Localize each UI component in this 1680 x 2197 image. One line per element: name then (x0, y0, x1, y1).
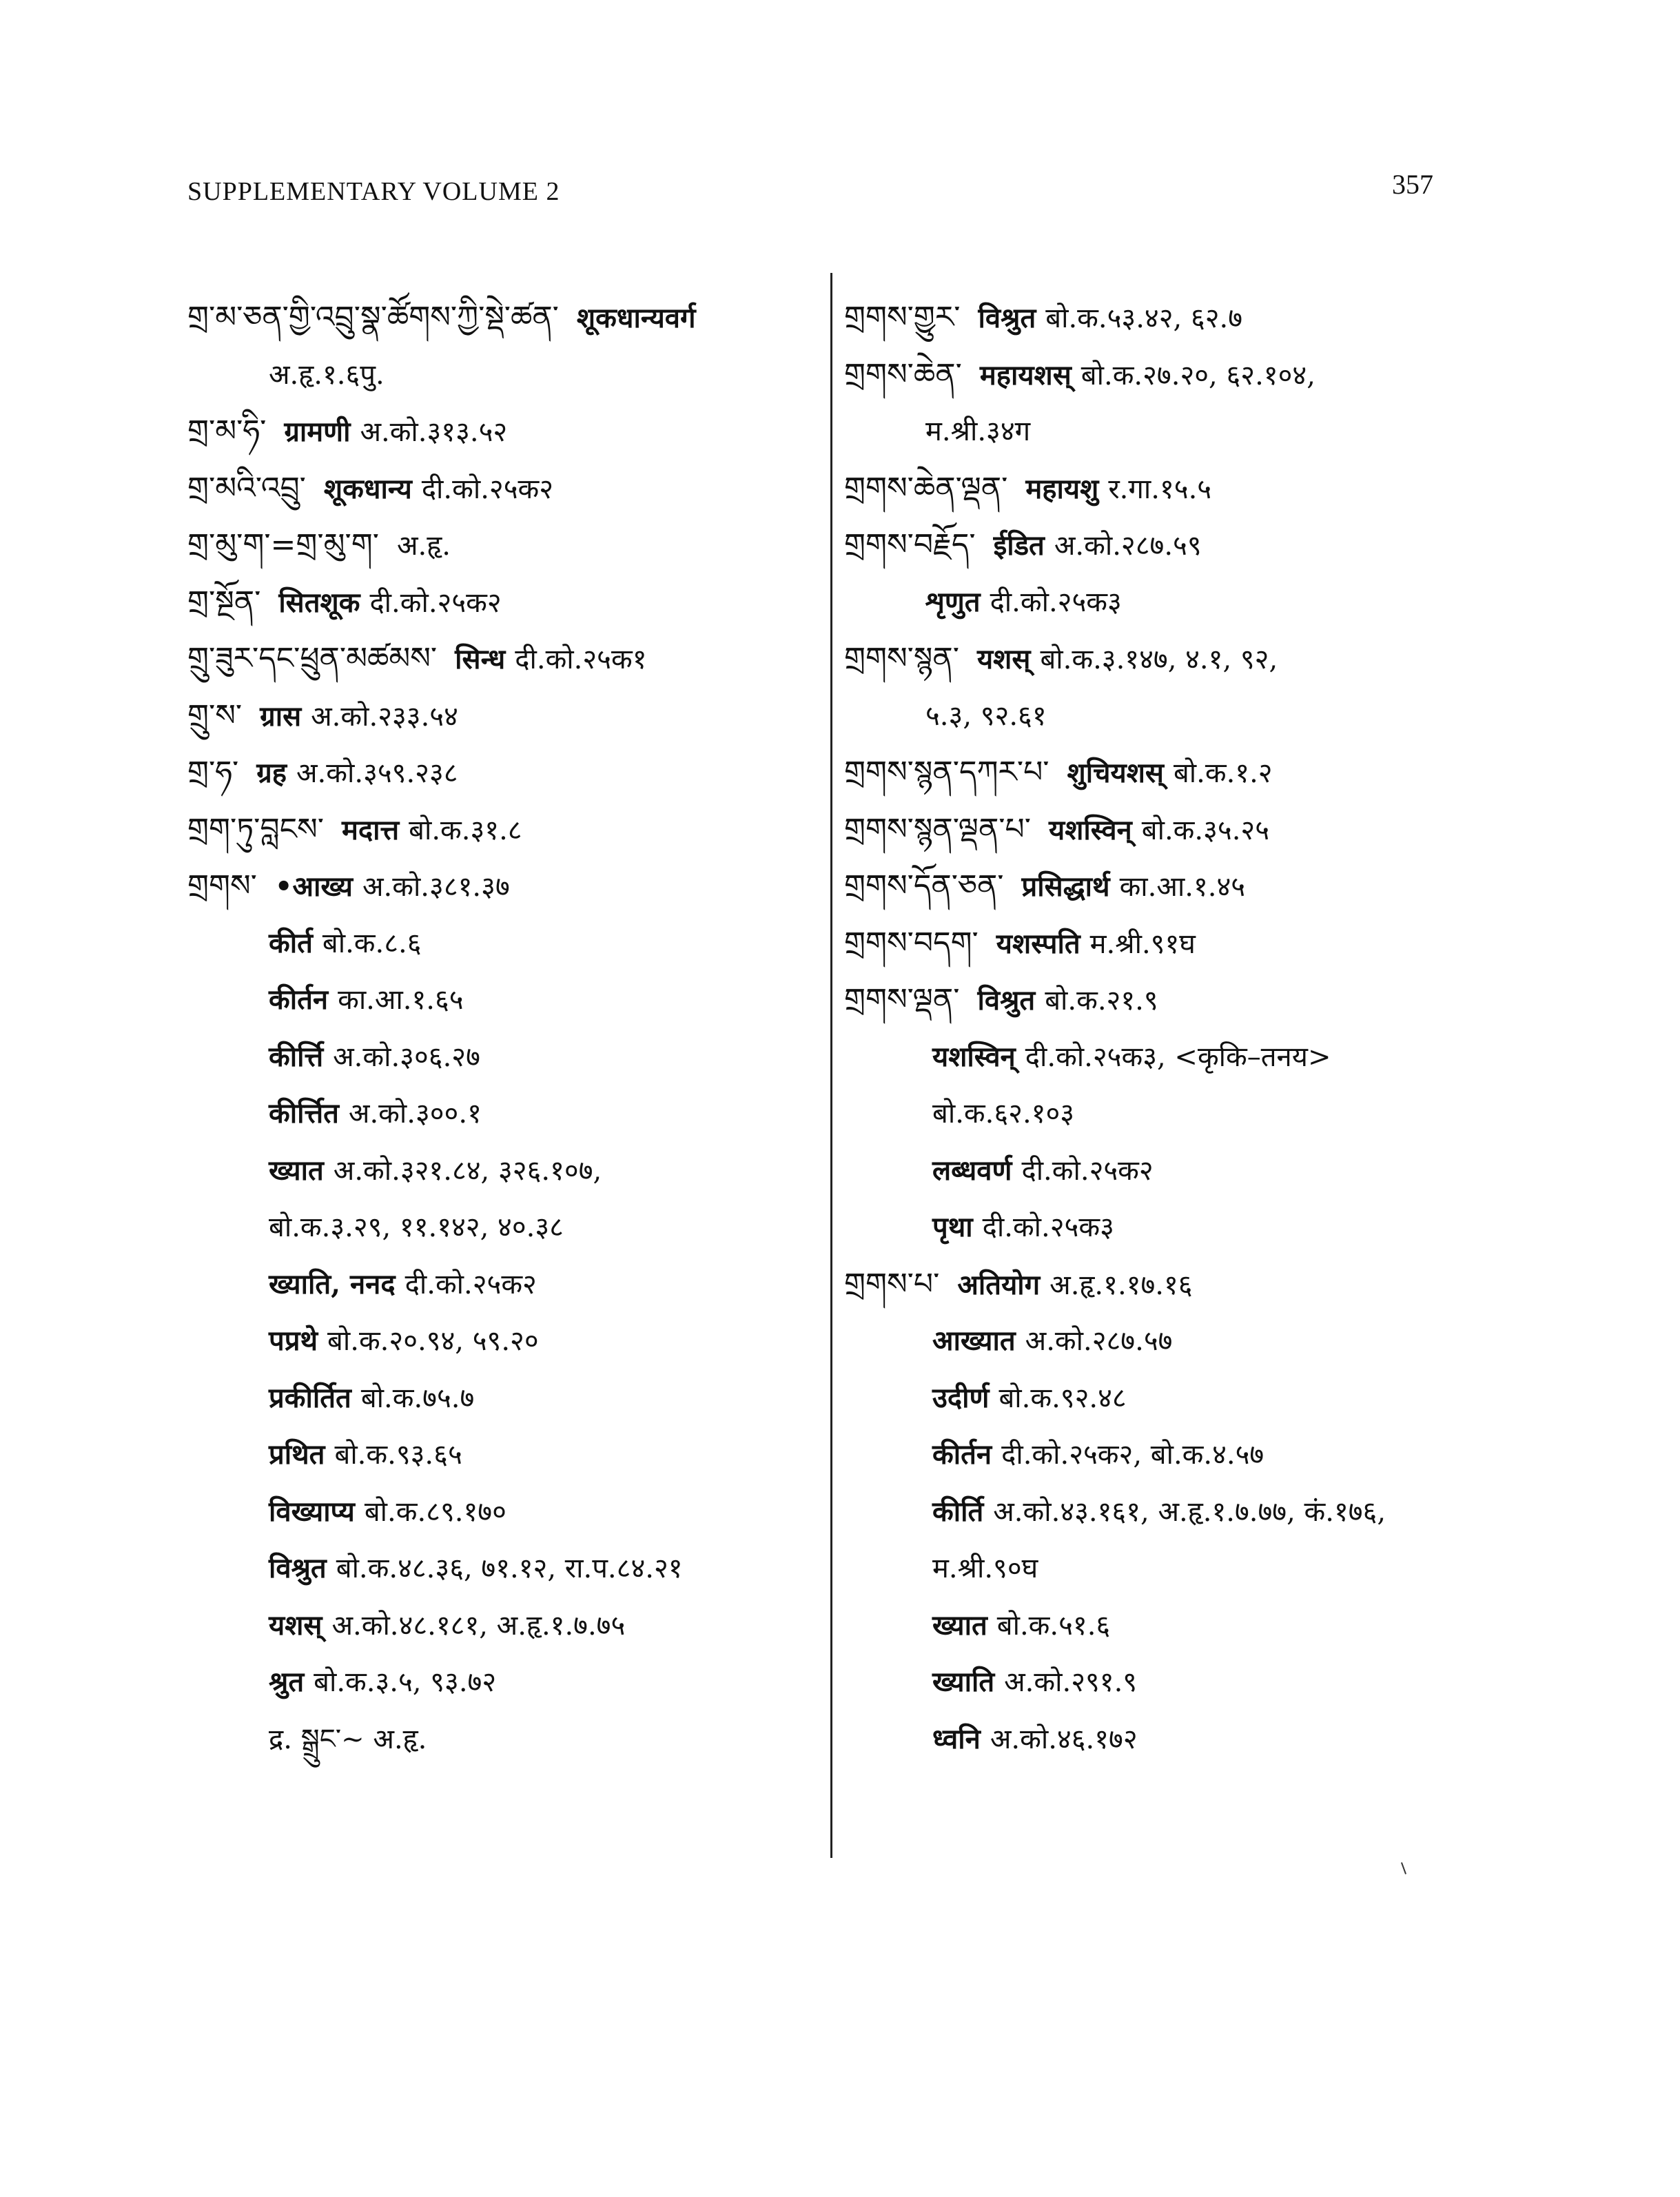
sanskrit-equivalent: महायशस् (979, 358, 1072, 391)
tibetan-headword: གྲག་ཏུ་བླངས་ (187, 811, 324, 847)
sanskrit-equivalent: यशस्विन् (1049, 813, 1132, 846)
dictionary-entry-line (187, 289, 808, 347)
sanskrit-equivalent: कीर्त्ति (269, 1040, 324, 1073)
dictionary-entry-line (187, 1711, 808, 1768)
source-reference: बो.क.३.५, ९३.७२ (314, 1666, 497, 1698)
dictionary-entry-line (844, 744, 1478, 801)
dictionary-entry-line (844, 1029, 1478, 1086)
sanskrit-equivalent: यशस्पति (996, 927, 1080, 960)
dictionary-entry-line (844, 1654, 1478, 1711)
dictionary-entry-line (187, 1370, 808, 1427)
source-reference: दी.को.२५क२ (421, 473, 554, 505)
source-reference: अ.को.४६.१७२ (990, 1723, 1138, 1755)
sanskrit-equivalent: महायशु (1025, 472, 1099, 505)
source-reference: बो.क.१.२ (1173, 757, 1273, 789)
dictionary-entry-line (187, 347, 808, 404)
sanskrit-equivalent: विख्याप्य (269, 1495, 355, 1528)
dictionary-entry-line (187, 517, 808, 574)
sanskrit-equivalent: शूकधान्यवर्ग (576, 302, 696, 334)
sanskrit-equivalent: शुचियशस् (1067, 757, 1164, 789)
source-reference: अ.को.२८७.५९ (1054, 530, 1202, 562)
sanskrit-equivalent: अतियोग (957, 1268, 1041, 1301)
sanskrit-equivalent: विश्रुत (269, 1552, 327, 1584)
sanskrit-equivalent: सितशूक (278, 586, 360, 619)
dictionary-entry-line (844, 1540, 1478, 1597)
sanskrit-equivalent: विश्रुत (978, 302, 1036, 334)
sanskrit-equivalent: ख्याति, ननद (269, 1267, 396, 1300)
source-reference: बो.क.५३.४२, ६२.७ (1045, 303, 1243, 334)
dictionary-entry-line (844, 1143, 1478, 1200)
source-reference: का.आ.१.४५ (1119, 871, 1246, 903)
tibetan-headword: གྲགས་ཆེན་ (844, 356, 962, 392)
sanskrit-equivalent: •आख्य (274, 870, 353, 903)
dictionary-entry-line (187, 1654, 808, 1711)
tibetan-headword: གྲགས་བདག་ (844, 925, 979, 961)
source-reference: म.श्री.९१घ (1089, 928, 1196, 960)
sanskrit-equivalent: प्रकीर्तित (269, 1381, 351, 1414)
dictionary-entry-line (187, 403, 808, 460)
sanskrit-equivalent: शूकधान्य (323, 472, 412, 505)
dictionary-entry-line (187, 1029, 808, 1086)
dictionary-entry-line (844, 1313, 1478, 1370)
dictionary-entry-line (844, 574, 1478, 631)
source-reference: का.आ.१.६५ (338, 984, 464, 1016)
dictionary-entry-line (187, 744, 808, 801)
source-reference: म.श्री.९०घ (932, 1553, 1038, 1584)
sanskrit-equivalent: यशस् (269, 1608, 322, 1642)
page-number: 357 (1392, 169, 1433, 200)
dictionary-entry-line (844, 915, 1478, 972)
sanskrit-equivalent: ख्यात (269, 1154, 324, 1187)
source-reference: बो.क.२७.२०, ६२.१०४, (1080, 359, 1315, 391)
sanskrit-equivalent: ग्रह (256, 757, 287, 789)
source-reference: दी.को.२५क२ (1021, 1154, 1154, 1187)
dictionary-entry-line (844, 1085, 1478, 1143)
dictionary-entry-line (187, 460, 808, 518)
tibetan-headword: གྲགས་ལྡན་ (844, 982, 960, 1017)
sanskrit-equivalent: सिन्ध (455, 643, 506, 675)
source-reference: बो.क.५१.६ (996, 1609, 1111, 1642)
source-reference: दी.को.२५क२ (369, 586, 502, 619)
dictionary-entry-line (187, 574, 808, 631)
dictionary-entry-line (844, 1597, 1478, 1655)
sanskrit-equivalent: कीर्त्तित (269, 1097, 339, 1130)
left-column (187, 289, 808, 1768)
dictionary-entry-line (187, 858, 808, 915)
dictionary-entry-line (187, 1484, 808, 1541)
source-reference: बो.क.३५.२५ (1141, 814, 1270, 846)
source-reference: अ.को.४३.१६१, अ.हृ.१.७.७७, कं.१७६, (993, 1495, 1386, 1528)
sanskrit-equivalent: आख्यात (932, 1325, 1016, 1357)
sanskrit-equivalent: पप्रथे (269, 1325, 318, 1357)
sanskrit-equivalent: प्रसिद्धार्थ (1021, 870, 1110, 903)
tibetan-headword: གྲགས་སྙན་ལྡན་པ་ (844, 811, 1031, 847)
sanskrit-equivalent: ईडित (993, 529, 1045, 562)
dictionary-entry-line (844, 347, 1478, 404)
source-reference: द्र. སྒྲུང་~ अ.हृ. (269, 1723, 427, 1755)
dictionary-entry-line (187, 1085, 808, 1143)
dictionary-entry-line (187, 688, 808, 745)
tibetan-headword: གྲུ་ཟུར་དང་ཕྲུན་མཚམས་ (187, 641, 438, 676)
dictionary-entry-line (844, 1711, 1478, 1768)
source-reference: बो.क.२०.९४, ५९.२० (327, 1325, 539, 1357)
sanskrit-equivalent: मदात्त (341, 813, 400, 846)
source-reference: अ.को.३५९.२३८ (296, 757, 458, 789)
running-title: SUPPLEMENTARY VOLUME 2 (187, 177, 560, 206)
dictionary-entry-line (187, 1199, 808, 1256)
dictionary-entry-line (844, 688, 1478, 745)
sanskrit-equivalent: कीर्तन (269, 983, 329, 1016)
source-reference: अ.को.३२१.८४, ३२६.१०७, (333, 1154, 602, 1187)
dictionary-entry-line (844, 289, 1478, 347)
tibetan-headword: གྲགས་བརྗོད་ (844, 527, 976, 562)
tibetan-headword: གྲགས་སྙན་ (844, 641, 959, 676)
sanskrit-equivalent: उदीर्ण (932, 1381, 990, 1414)
source-reference: अ.को.३००.१ (348, 1098, 482, 1130)
source-reference: बो.क.८.६ (322, 927, 422, 959)
source-reference: अ.हृ.१.१७.१६ (1049, 1269, 1193, 1301)
sanskrit-equivalent: श्रुत (269, 1666, 305, 1698)
tibetan-headword: གྲ་ཧ་ (187, 755, 239, 790)
sanskrit-equivalent: कीर्त (269, 926, 313, 959)
dictionary-entry-line (187, 1256, 808, 1314)
source-reference: अ.को.३१३.५२ (360, 416, 508, 448)
dictionary-entry-line (187, 1540, 808, 1597)
sanskrit-equivalent: यशस्विन् (932, 1040, 1016, 1073)
dictionary-entry-line (844, 972, 1478, 1029)
tibetan-headword: གྲ་མའི་འབྲུ་ (187, 470, 306, 506)
dictionary-entry-line (844, 460, 1478, 518)
source-reference: दी.को.२५क२ (404, 1268, 537, 1300)
sanskrit-equivalent: ग्रास (260, 699, 302, 733)
tibetan-headword: གྲ་མ་ཅན་གྱི་འབྲུ་སྣ་ཚོགས་ཀྱི་སྡེ་ཚན་ (187, 300, 559, 335)
dictionary-entry-line (187, 1143, 808, 1200)
source-reference: अ.हृ. (397, 530, 451, 562)
source-reference: बो.क.९२.४८ (998, 1382, 1127, 1414)
dictionary-entry-line (187, 1597, 808, 1655)
tibetan-headword: གྲ་སྔོན་ (187, 584, 261, 620)
source-reference: अ.को.४८.१८१, अ.हृ.१.७.७५ (331, 1609, 626, 1642)
source-reference: बो.क.९३.६५ (334, 1439, 462, 1471)
dictionary-entry-line (844, 858, 1478, 915)
column-divider (830, 273, 832, 1858)
tibetan-headword: གྲགས་པ་ (844, 1266, 940, 1302)
sanskrit-equivalent: ख्याति (932, 1666, 995, 1698)
dictionary-entry-line (844, 1484, 1478, 1541)
dictionary-entry-line (187, 915, 808, 972)
source-reference: बो.क.६२.१०३ (932, 1098, 1075, 1130)
sanskrit-equivalent: ध्वनि (932, 1722, 981, 1755)
source-reference: बो.क.३१.८ (409, 814, 522, 846)
dictionary-entry-line (844, 1256, 1478, 1314)
tibetan-headword: གྲུ་ས་ (187, 697, 243, 733)
sanskrit-equivalent: कीर्ति (932, 1495, 984, 1528)
dictionary-entry-line (844, 1427, 1478, 1484)
source-reference: दी.को.२५क३ (990, 586, 1122, 618)
tibetan-headword: གྲ་མུ་ག་=གྲ་མུ་ག་ (187, 527, 379, 562)
tibetan-headword: གྲགས་ (187, 868, 257, 903)
source-reference: दी.को.२५क३, <कृकि–तनय> (1025, 1041, 1331, 1073)
source-reference: अ.को.२८७.५७ (1025, 1325, 1173, 1357)
right-column (844, 289, 1478, 1768)
sanskrit-equivalent: पृथा (932, 1211, 973, 1243)
dictionary-entry-line (844, 403, 1478, 460)
dictionary-entry-line (844, 1199, 1478, 1256)
dictionary-entry-line (844, 1370, 1478, 1427)
dictionary-entry-line (844, 517, 1478, 574)
sanskrit-equivalent: यशस् (976, 643, 1031, 675)
source-reference: बो.क.२१.९ (1045, 985, 1158, 1016)
source-reference: अ.को.३८१.३७ (362, 871, 510, 903)
source-reference: अ.हृ.१.६पु. (269, 358, 385, 391)
source-reference: अ.को.२९१.९ (1004, 1666, 1138, 1698)
source-reference: दी.को.२५क३ (982, 1212, 1114, 1243)
tibetan-headword: གྲགས་དོན་ཅན་ (844, 868, 1004, 903)
dictionary-entry-line (187, 972, 808, 1029)
dictionary-entry-line (187, 801, 808, 859)
source-reference: अ.को.३०६.२७ (333, 1041, 480, 1073)
sanskrit-equivalent: ख्यात (932, 1608, 987, 1642)
tibetan-headword: གྲ་མ་ཧི་ (187, 413, 267, 449)
source-reference: दी.को.२५क२, बो.क.४.५७ (1001, 1439, 1264, 1471)
sanskrit-equivalent: प्रथित (269, 1438, 325, 1471)
dictionary-entry-line (187, 1313, 808, 1370)
source-reference: दी.को.२५क१ (515, 644, 647, 675)
source-reference: र.गा.१५.५ (1108, 473, 1212, 505)
tibetan-headword: གྲགས་གྱུར་ (844, 300, 961, 335)
dictionary-entry-line (187, 1427, 808, 1484)
source-reference: म.श्री.३४ग (925, 416, 1031, 447)
source-reference: बो.क.८९.१७० (364, 1495, 506, 1528)
sanskrit-equivalent: लब्धवर्ण (932, 1154, 1012, 1187)
source-reference: ५.३, ९२.६१ (925, 699, 1047, 732)
source-reference: बो.क.४८.३६, ७१.१२, रा.प.८४.२१ (336, 1553, 683, 1584)
source-reference: अ.को.२३३.५४ (311, 700, 458, 733)
dictionary-entry-line (187, 631, 808, 688)
dictionary-entry-line (844, 631, 1478, 688)
tibetan-headword: གྲགས་ཆེན་ལྡན་ (844, 470, 1008, 506)
sanskrit-equivalent: कीर्तन (932, 1438, 992, 1471)
tibetan-headword: གྲགས་སྙན་དཀར་པ་ (844, 755, 1049, 790)
source-reference: बो.क.७५.७ (360, 1382, 475, 1414)
source-reference: बो.क.३.१४७, ४.१, ९२, (1040, 644, 1278, 675)
sanskrit-equivalent: ग्रामणी (284, 416, 351, 448)
stray-mark (1401, 1862, 1406, 1874)
sanskrit-equivalent: विश्रुत (977, 984, 1036, 1016)
source-reference: बो.क.३.२९, ११.१४२, ४०.३८ (269, 1212, 564, 1243)
dictionary-entry-line (844, 801, 1478, 859)
sanskrit-equivalent: शृणुत (925, 585, 981, 618)
